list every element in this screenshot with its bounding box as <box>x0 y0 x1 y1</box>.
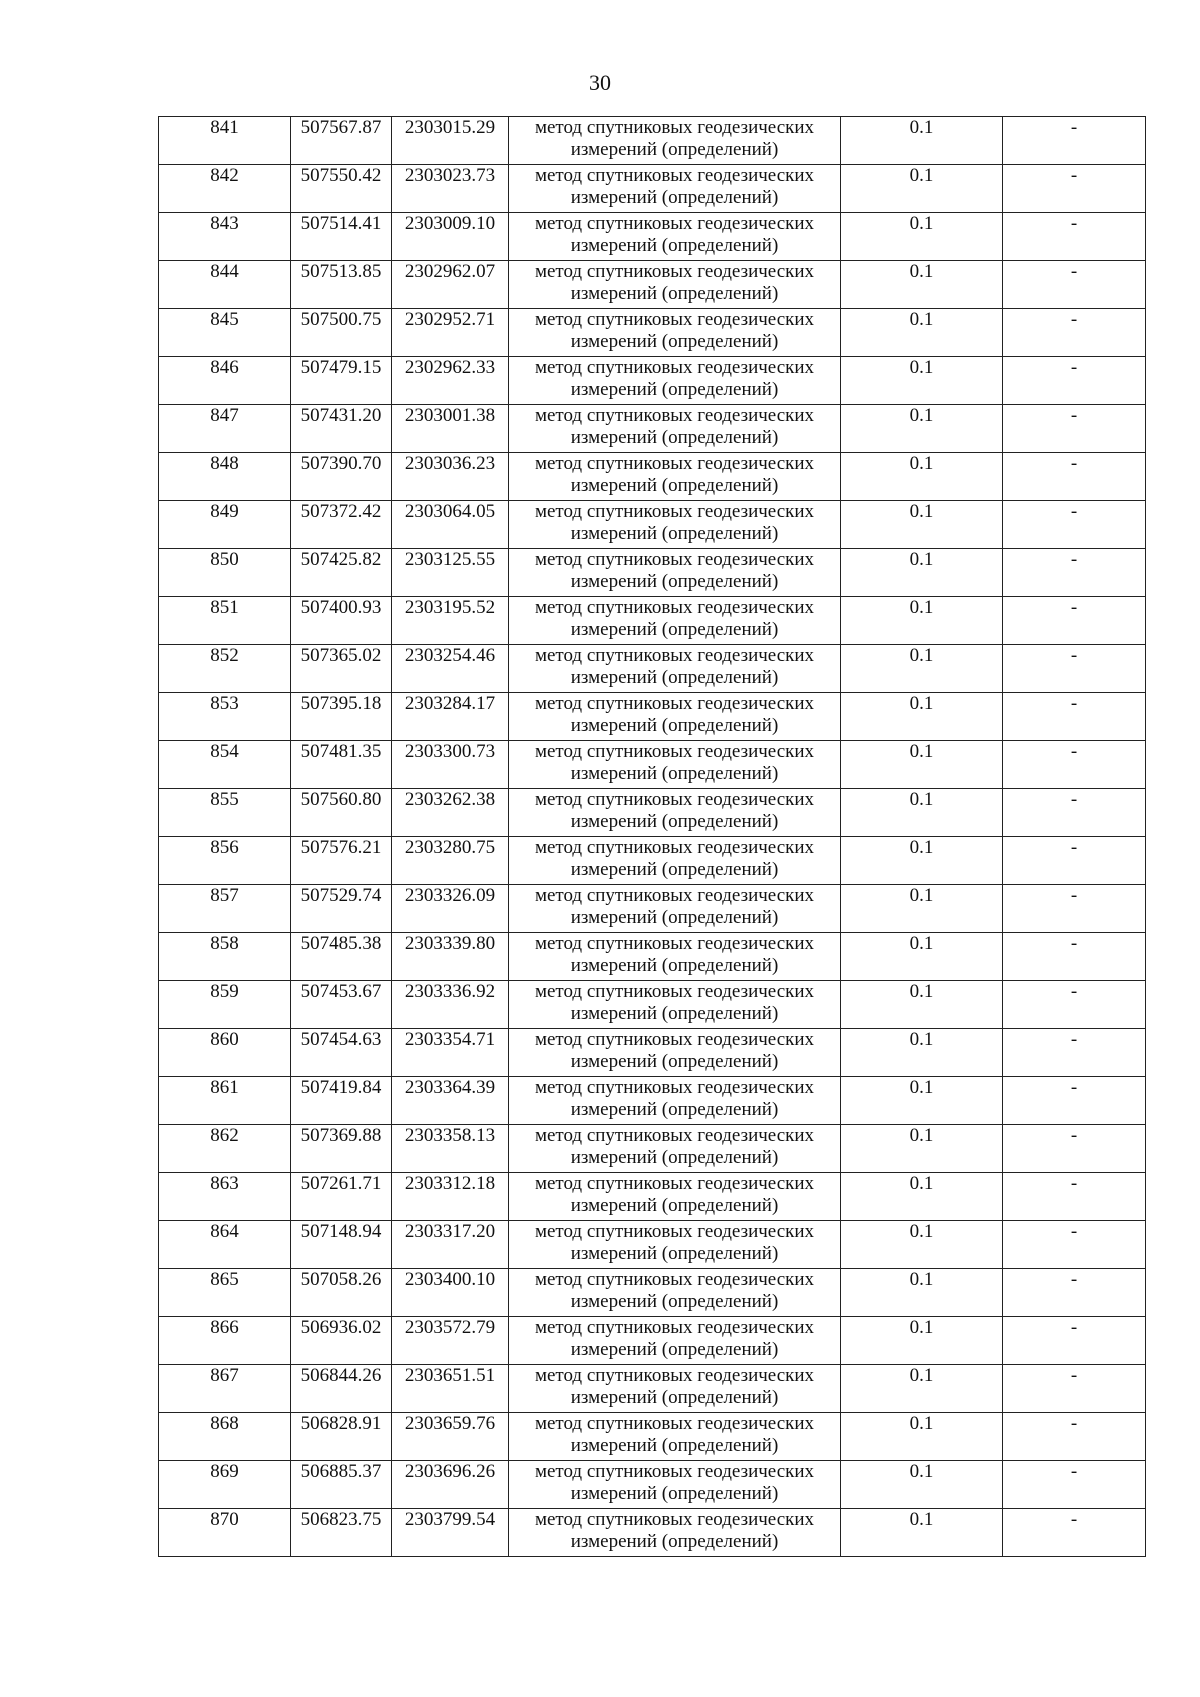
method-cell <box>509 213 841 261</box>
note-cell: - <box>1003 165 1146 213</box>
method-line-1: метод спутниковых геодезических <box>534 693 815 714</box>
accuracy-cell: 0.1 <box>841 1077 1003 1125</box>
method-cell <box>509 165 841 213</box>
method-line-2: измерений (определений) <box>570 1243 779 1264</box>
accuracy-cell: 0.1 <box>841 309 1003 357</box>
method-line-1: метод спутниковых геодезических <box>534 885 815 906</box>
x-coordinate-cell: 507550.42 <box>291 165 392 213</box>
x-coordinate-cell: 507261.71 <box>291 1173 392 1221</box>
method-line-2: измерений (определений) <box>570 1435 779 1456</box>
point-number-cell: 858 <box>159 933 291 981</box>
x-coordinate-cell: 506844.26 <box>291 1365 392 1413</box>
note-cell: - <box>1003 885 1146 933</box>
note-cell: - <box>1003 1317 1146 1365</box>
point-number-cell: 848 <box>159 453 291 501</box>
table-row <box>159 453 1146 501</box>
method-cell <box>509 1509 841 1557</box>
point-number-cell: 845 <box>159 309 291 357</box>
y-coordinate-cell: 2303358.13 <box>392 1125 509 1173</box>
note-cell: - <box>1003 597 1146 645</box>
method-cell <box>509 453 841 501</box>
method-line-2: измерений (определений) <box>570 763 779 784</box>
x-coordinate-cell: 506828.91 <box>291 1413 392 1461</box>
coordinates-table <box>158 116 1146 1557</box>
method-line-1: метод спутниковых геодезических <box>534 261 815 282</box>
note-cell: - <box>1003 453 1146 501</box>
table-row <box>159 789 1146 837</box>
method-line-2: измерений (определений) <box>570 571 779 592</box>
table-row <box>159 693 1146 741</box>
table-row <box>159 1317 1146 1365</box>
note-cell: - <box>1003 1173 1146 1221</box>
method-line-2: измерений (определений) <box>570 1483 779 1504</box>
x-coordinate-cell: 507479.15 <box>291 357 392 405</box>
table-row <box>159 1221 1146 1269</box>
accuracy-cell: 0.1 <box>841 261 1003 309</box>
accuracy-cell: 0.1 <box>841 1029 1003 1077</box>
note-cell: - <box>1003 357 1146 405</box>
note-cell: - <box>1003 981 1146 1029</box>
method-line-2: измерений (определений) <box>570 1195 779 1216</box>
accuracy-cell: 0.1 <box>841 741 1003 789</box>
x-coordinate-cell: 507500.75 <box>291 309 392 357</box>
accuracy-cell: 0.1 <box>841 885 1003 933</box>
method-line-1: метод спутниковых геодезических <box>534 1413 815 1434</box>
x-coordinate-cell: 507425.82 <box>291 549 392 597</box>
point-number-cell: 852 <box>159 645 291 693</box>
x-coordinate-cell: 507390.70 <box>291 453 392 501</box>
method-line-1: метод спутниковых геодезических <box>534 1461 815 1482</box>
method-line-2: измерений (определений) <box>570 331 779 352</box>
method-line-1: метод спутниковых геодезических <box>534 213 815 234</box>
note-cell: - <box>1003 213 1146 261</box>
y-coordinate-cell: 2303312.18 <box>392 1173 509 1221</box>
method-line-2: измерений (определений) <box>570 1339 779 1360</box>
x-coordinate-cell: 507529.74 <box>291 885 392 933</box>
y-coordinate-cell: 2303336.92 <box>392 981 509 1029</box>
accuracy-cell: 0.1 <box>841 693 1003 741</box>
y-coordinate-cell: 2303572.79 <box>392 1317 509 1365</box>
x-coordinate-cell: 507513.85 <box>291 261 392 309</box>
note-cell: - <box>1003 837 1146 885</box>
accuracy-cell: 0.1 <box>841 597 1003 645</box>
note-cell: - <box>1003 741 1146 789</box>
point-number-cell: 864 <box>159 1221 291 1269</box>
method-cell <box>509 261 841 309</box>
table-row <box>159 357 1146 405</box>
y-coordinate-cell: 2303284.17 <box>392 693 509 741</box>
note-cell: - <box>1003 1221 1146 1269</box>
x-coordinate-cell: 507395.18 <box>291 693 392 741</box>
method-cell <box>509 1365 841 1413</box>
accuracy-cell: 0.1 <box>841 1173 1003 1221</box>
point-number-cell: 860 <box>159 1029 291 1077</box>
accuracy-cell: 0.1 <box>841 1365 1003 1413</box>
x-coordinate-cell: 506823.75 <box>291 1509 392 1557</box>
point-number-cell: 842 <box>159 165 291 213</box>
y-coordinate-cell: 2303651.51 <box>392 1365 509 1413</box>
method-line-2: измерений (определений) <box>570 1387 779 1408</box>
method-cell <box>509 645 841 693</box>
method-line-2: измерений (определений) <box>570 715 779 736</box>
y-coordinate-cell: 2303009.10 <box>392 213 509 261</box>
point-number-cell: 862 <box>159 1125 291 1173</box>
method-line-1: метод спутниковых геодезических <box>534 1221 815 1242</box>
note-cell: - <box>1003 1413 1146 1461</box>
method-line-1: метод спутниковых геодезических <box>534 981 815 1002</box>
accuracy-cell: 0.1 <box>841 357 1003 405</box>
y-coordinate-cell: 2303400.10 <box>392 1269 509 1317</box>
method-line-1: метод спутниковых геодезических <box>534 549 815 570</box>
method-cell <box>509 1029 841 1077</box>
method-cell <box>509 789 841 837</box>
method-line-2: измерений (определений) <box>570 907 779 928</box>
point-number-cell: 851 <box>159 597 291 645</box>
table-row <box>159 741 1146 789</box>
y-coordinate-cell: 2302952.71 <box>392 309 509 357</box>
x-coordinate-cell: 507148.94 <box>291 1221 392 1269</box>
method-line-1: метод спутниковых геодезических <box>534 453 815 474</box>
method-line-2: измерений (определений) <box>570 859 779 880</box>
method-cell <box>509 885 841 933</box>
method-line-1: метод спутниковых геодезических <box>534 1173 815 1194</box>
table-row <box>159 885 1146 933</box>
point-number-cell: 865 <box>159 1269 291 1317</box>
method-cell <box>509 405 841 453</box>
y-coordinate-cell: 2303799.54 <box>392 1509 509 1557</box>
note-cell: - <box>1003 1365 1146 1413</box>
table-row <box>159 933 1146 981</box>
method-cell <box>509 1317 841 1365</box>
x-coordinate-cell: 507514.41 <box>291 213 392 261</box>
table-row <box>159 1269 1146 1317</box>
note-cell: - <box>1003 405 1146 453</box>
table-row <box>159 837 1146 885</box>
method-line-1: метод спутниковых геодезических <box>534 165 815 186</box>
accuracy-cell: 0.1 <box>841 1125 1003 1173</box>
method-cell <box>509 1461 841 1509</box>
note-cell: - <box>1003 1029 1146 1077</box>
point-number-cell: 856 <box>159 837 291 885</box>
method-line-2: измерений (определений) <box>570 235 779 256</box>
method-line-1: метод спутниковых геодезических <box>534 933 815 954</box>
point-number-cell: 857 <box>159 885 291 933</box>
note-cell: - <box>1003 1269 1146 1317</box>
method-line-1: метод спутниковых геодезических <box>534 1509 815 1530</box>
method-line-1: метод спутниковых геодезических <box>534 1125 815 1146</box>
method-line-2: измерений (определений) <box>570 619 779 640</box>
method-line-2: измерений (определений) <box>570 187 779 208</box>
point-number-cell: 863 <box>159 1173 291 1221</box>
accuracy-cell: 0.1 <box>841 933 1003 981</box>
method-line-2: измерений (определений) <box>570 1531 779 1552</box>
x-coordinate-cell: 507400.93 <box>291 597 392 645</box>
x-coordinate-cell: 507453.67 <box>291 981 392 1029</box>
y-coordinate-cell: 2303254.46 <box>392 645 509 693</box>
y-coordinate-cell: 2303280.75 <box>392 837 509 885</box>
accuracy-cell: 0.1 <box>841 1221 1003 1269</box>
point-number-cell: 854 <box>159 741 291 789</box>
table-row <box>159 597 1146 645</box>
method-cell <box>509 597 841 645</box>
table-row <box>159 1461 1146 1509</box>
note-cell: - <box>1003 1461 1146 1509</box>
method-cell <box>509 501 841 549</box>
x-coordinate-cell: 506885.37 <box>291 1461 392 1509</box>
method-line-1: метод спутниковых геодезических <box>534 789 815 810</box>
method-cell <box>509 1221 841 1269</box>
method-line-1: метод спутниковых геодезических <box>534 597 815 618</box>
note-cell: - <box>1003 933 1146 981</box>
table-row <box>159 1077 1146 1125</box>
y-coordinate-cell: 2303659.76 <box>392 1413 509 1461</box>
accuracy-cell: 0.1 <box>841 453 1003 501</box>
method-line-1: метод спутниковых геодезических <box>534 837 815 858</box>
x-coordinate-cell: 507454.63 <box>291 1029 392 1077</box>
table-row <box>159 1173 1146 1221</box>
method-cell <box>509 1077 841 1125</box>
point-number-cell: 869 <box>159 1461 291 1509</box>
point-number-cell: 861 <box>159 1077 291 1125</box>
method-line-1: метод спутниковых геодезических <box>534 1269 815 1290</box>
y-coordinate-cell: 2303023.73 <box>392 165 509 213</box>
accuracy-cell: 0.1 <box>841 501 1003 549</box>
accuracy-cell: 0.1 <box>841 165 1003 213</box>
point-number-cell: 847 <box>159 405 291 453</box>
note-cell: - <box>1003 789 1146 837</box>
method-cell <box>509 933 841 981</box>
x-coordinate-cell: 507369.88 <box>291 1125 392 1173</box>
y-coordinate-cell: 2303364.39 <box>392 1077 509 1125</box>
note-cell: - <box>1003 1125 1146 1173</box>
method-line-1: метод спутниковых геодезических <box>534 1029 815 1050</box>
x-coordinate-cell: 507365.02 <box>291 645 392 693</box>
y-coordinate-cell: 2302962.33 <box>392 357 509 405</box>
y-coordinate-cell: 2303326.09 <box>392 885 509 933</box>
x-coordinate-cell: 507372.42 <box>291 501 392 549</box>
accuracy-cell: 0.1 <box>841 1269 1003 1317</box>
table-row <box>159 165 1146 213</box>
x-coordinate-cell: 507058.26 <box>291 1269 392 1317</box>
point-number-cell: 844 <box>159 261 291 309</box>
method-line-1: метод спутниковых геодезических <box>534 405 815 426</box>
method-line-2: измерений (определений) <box>570 427 779 448</box>
method-line-1: метод спутниковых геодезических <box>534 1317 815 1338</box>
method-line-2: измерений (определений) <box>570 475 779 496</box>
accuracy-cell: 0.1 <box>841 1317 1003 1365</box>
y-coordinate-cell: 2303354.71 <box>392 1029 509 1077</box>
method-line-1: метод спутниковых геодезических <box>534 357 815 378</box>
note-cell: - <box>1003 549 1146 597</box>
y-coordinate-cell: 2303195.52 <box>392 597 509 645</box>
note-cell: - <box>1003 261 1146 309</box>
accuracy-cell: 0.1 <box>841 405 1003 453</box>
point-number-cell: 843 <box>159 213 291 261</box>
method-line-1: метод спутниковых геодезических <box>534 741 815 762</box>
accuracy-cell: 0.1 <box>841 1413 1003 1461</box>
y-coordinate-cell: 2303696.26 <box>392 1461 509 1509</box>
method-cell <box>509 981 841 1029</box>
table-row <box>159 1125 1146 1173</box>
table-row <box>159 501 1146 549</box>
table-row <box>159 981 1146 1029</box>
y-coordinate-cell: 2303125.55 <box>392 549 509 597</box>
point-number-cell: 855 <box>159 789 291 837</box>
point-number-cell: 853 <box>159 693 291 741</box>
accuracy-cell: 0.1 <box>841 789 1003 837</box>
table-row <box>159 309 1146 357</box>
method-line-1: метод спутниковых геодезических <box>534 1365 815 1386</box>
method-cell <box>509 549 841 597</box>
x-coordinate-cell: 506936.02 <box>291 1317 392 1365</box>
method-cell <box>509 1413 841 1461</box>
y-coordinate-cell: 2303317.20 <box>392 1221 509 1269</box>
note-cell: - <box>1003 1077 1146 1125</box>
table-row <box>159 645 1146 693</box>
method-line-2: измерений (определений) <box>570 523 779 544</box>
method-line-1: метод спутниковых геодезических <box>534 1077 815 1098</box>
method-cell <box>509 309 841 357</box>
note-cell: - <box>1003 309 1146 357</box>
y-coordinate-cell: 2303262.38 <box>392 789 509 837</box>
point-number-cell: 841 <box>159 117 291 165</box>
accuracy-cell: 0.1 <box>841 549 1003 597</box>
accuracy-cell: 0.1 <box>841 981 1003 1029</box>
table-row <box>159 405 1146 453</box>
table-row <box>159 1029 1146 1077</box>
point-number-cell: 849 <box>159 501 291 549</box>
method-line-2: измерений (определений) <box>570 1003 779 1024</box>
point-number-cell: 846 <box>159 357 291 405</box>
table-row <box>159 1365 1146 1413</box>
x-coordinate-cell: 507481.35 <box>291 741 392 789</box>
method-line-2: измерений (определений) <box>570 811 779 832</box>
table-row <box>159 261 1146 309</box>
method-cell <box>509 1269 841 1317</box>
accuracy-cell: 0.1 <box>841 645 1003 693</box>
method-line-1: метод спутниковых геодезических <box>534 645 815 666</box>
method-line-2: измерений (определений) <box>570 667 779 688</box>
method-cell <box>509 693 841 741</box>
method-line-2: измерений (определений) <box>570 139 779 160</box>
x-coordinate-cell: 507485.38 <box>291 933 392 981</box>
point-number-cell: 868 <box>159 1413 291 1461</box>
accuracy-cell: 0.1 <box>841 213 1003 261</box>
point-number-cell: 859 <box>159 981 291 1029</box>
method-cell <box>509 741 841 789</box>
accuracy-cell: 0.1 <box>841 117 1003 165</box>
x-coordinate-cell: 507560.80 <box>291 789 392 837</box>
accuracy-cell: 0.1 <box>841 1461 1003 1509</box>
x-coordinate-cell: 507419.84 <box>291 1077 392 1125</box>
accuracy-cell: 0.1 <box>841 1509 1003 1557</box>
method-cell <box>509 837 841 885</box>
method-line-2: измерений (определений) <box>570 1051 779 1072</box>
y-coordinate-cell: 2303036.23 <box>392 453 509 501</box>
y-coordinate-cell: 2303339.80 <box>392 933 509 981</box>
accuracy-cell: 0.1 <box>841 837 1003 885</box>
table-row <box>159 1413 1146 1461</box>
method-cell <box>509 1173 841 1221</box>
point-number-cell: 867 <box>159 1365 291 1413</box>
note-cell: - <box>1003 1509 1146 1557</box>
point-number-cell: 866 <box>159 1317 291 1365</box>
method-line-2: измерений (определений) <box>570 1291 779 1312</box>
method-line-2: измерений (определений) <box>570 379 779 400</box>
method-cell <box>509 117 841 165</box>
x-coordinate-cell: 507431.20 <box>291 405 392 453</box>
method-line-1: метод спутниковых геодезических <box>534 117 815 138</box>
point-number-cell: 870 <box>159 1509 291 1557</box>
method-cell <box>509 1125 841 1173</box>
y-coordinate-cell: 2302962.07 <box>392 261 509 309</box>
x-coordinate-cell: 507576.21 <box>291 837 392 885</box>
method-line-2: измерений (определений) <box>570 1147 779 1168</box>
method-line-1: метод спутниковых геодезических <box>534 501 815 522</box>
table-row <box>159 213 1146 261</box>
point-number-cell: 850 <box>159 549 291 597</box>
table-row <box>159 117 1146 165</box>
method-line-1: метод спутниковых геодезических <box>534 309 815 330</box>
y-coordinate-cell: 2303015.29 <box>392 117 509 165</box>
y-coordinate-cell: 2303300.73 <box>392 741 509 789</box>
note-cell: - <box>1003 645 1146 693</box>
note-cell: - <box>1003 693 1146 741</box>
method-line-2: измерений (определений) <box>570 955 779 976</box>
y-coordinate-cell: 2303064.05 <box>392 501 509 549</box>
note-cell: - <box>1003 501 1146 549</box>
method-cell <box>509 357 841 405</box>
table-row <box>159 549 1146 597</box>
table-body <box>159 117 1146 1557</box>
table-row <box>159 1509 1146 1557</box>
y-coordinate-cell: 2303001.38 <box>392 405 509 453</box>
page-number: 30 <box>589 70 611 95</box>
method-line-2: измерений (определений) <box>570 283 779 304</box>
note-cell: - <box>1003 117 1146 165</box>
method-line-2: измерений (определений) <box>570 1099 779 1120</box>
x-coordinate-cell: 507567.87 <box>291 117 392 165</box>
